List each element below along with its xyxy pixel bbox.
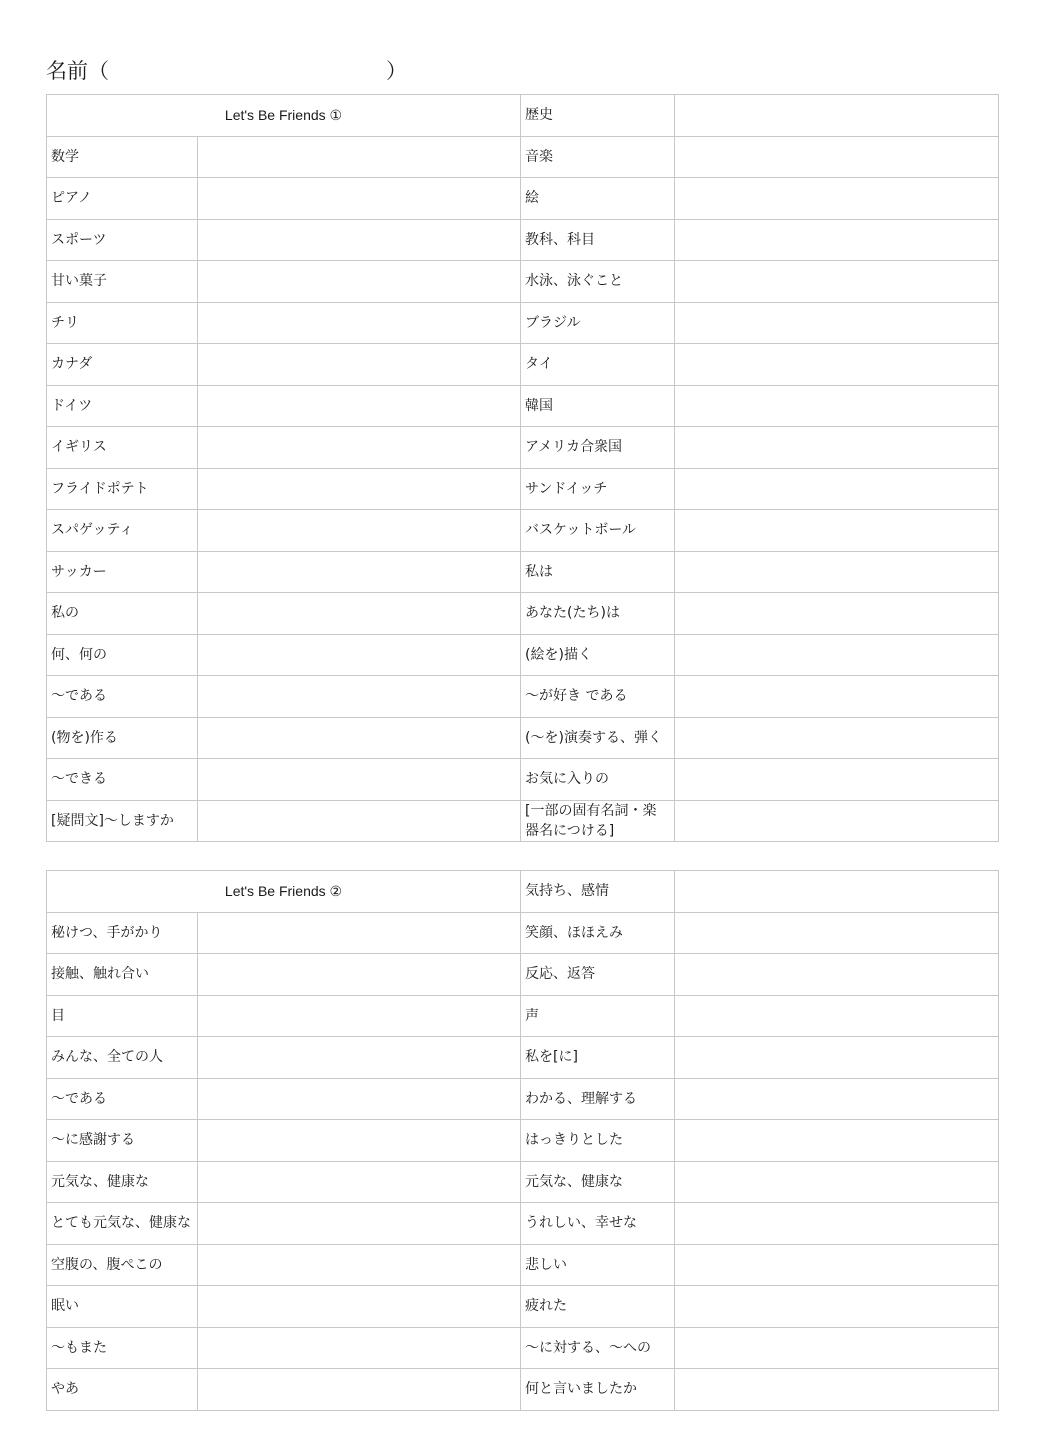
answer-cell-right[interactable] [675, 912, 999, 954]
table-row [47, 912, 999, 954]
answer-cell-left[interactable] [198, 717, 521, 759]
japanese-prompt-left: [疑問文]〜しますか [47, 800, 198, 842]
japanese-prompt-right: 絵 [521, 178, 675, 220]
table-row [47, 995, 999, 1037]
answer-cell-right[interactable] [675, 871, 999, 913]
japanese-prompt-left: やあ [47, 1369, 198, 1411]
answer-cell-left[interactable] [198, 634, 521, 676]
answer-cell-left[interactable] [198, 1244, 521, 1286]
vocab-table-2-body [47, 871, 999, 1411]
answer-cell-right[interactable] [675, 954, 999, 996]
answer-cell-right[interactable] [675, 995, 999, 1037]
answer-cell-left[interactable] [198, 1120, 521, 1162]
japanese-prompt-left: チリ [47, 302, 198, 344]
answer-cell-right[interactable] [675, 1286, 999, 1328]
answer-cell-left[interactable] [198, 302, 521, 344]
answer-cell-right[interactable] [675, 1369, 999, 1411]
answer-cell-right[interactable] [675, 427, 999, 469]
japanese-prompt-right: タイ [521, 344, 675, 386]
table-row [47, 1203, 999, 1245]
japanese-prompt-right: 教科、科目 [521, 219, 675, 261]
japanese-prompt-left: 私の [47, 593, 198, 635]
japanese-prompt-left: 元気な、健康な [47, 1161, 198, 1203]
japanese-prompt-right: 歴史 [521, 95, 675, 137]
japanese-prompt-right: 何と言いましたか [521, 1369, 675, 1411]
japanese-prompt-left: サッカー [47, 551, 198, 593]
answer-cell-left[interactable] [198, 759, 521, 801]
table-row [47, 427, 999, 469]
answer-cell-right[interactable] [675, 634, 999, 676]
table-row [47, 344, 999, 386]
japanese-prompt-right: 水泳、泳ぐこと [521, 261, 675, 303]
answer-cell-right[interactable] [675, 302, 999, 344]
table-row [47, 1286, 999, 1328]
answer-cell-left[interactable] [198, 995, 521, 1037]
japanese-prompt-left: 〜もまた [47, 1327, 198, 1369]
table-row [47, 634, 999, 676]
japanese-prompt-right: あなた(たち)は [521, 593, 675, 635]
japanese-prompt-right: わかる、理解する [521, 1078, 675, 1120]
japanese-prompt-left: カナダ [47, 344, 198, 386]
japanese-prompt-right: 音楽 [521, 136, 675, 178]
japanese-prompt-right: 〜に対する、〜への [521, 1327, 675, 1369]
answer-cell-left[interactable] [198, 1369, 521, 1411]
table-row [47, 1161, 999, 1203]
answer-cell-right[interactable] [675, 1120, 999, 1162]
japanese-prompt-right: 私は [521, 551, 675, 593]
answer-cell-right[interactable] [675, 385, 999, 427]
answer-cell-left[interactable] [198, 1203, 521, 1245]
table-row [47, 95, 999, 137]
table-row [47, 178, 999, 220]
answer-cell-left[interactable] [198, 219, 521, 261]
japanese-prompt-left: 数学 [47, 136, 198, 178]
answer-cell-right[interactable] [675, 1037, 999, 1079]
table-row [47, 261, 999, 303]
japanese-prompt-left: 目 [47, 995, 198, 1037]
japanese-prompt-right: 韓国 [521, 385, 675, 427]
answer-cell-right[interactable] [675, 219, 999, 261]
answer-cell-left[interactable] [198, 261, 521, 303]
answer-cell-right[interactable] [675, 178, 999, 220]
japanese-prompt-left: フライドポテト [47, 468, 198, 510]
answer-cell-right[interactable] [675, 551, 999, 593]
japanese-prompt-right: 〜が好き である [521, 676, 675, 718]
table-header-title: Let's Be Friends ① [47, 95, 521, 137]
japanese-prompt-right: 元気な、健康な [521, 1161, 675, 1203]
table-row [47, 759, 999, 801]
table-row [47, 302, 999, 344]
table-row [47, 676, 999, 718]
answer-cell-left[interactable] [198, 1161, 521, 1203]
answer-cell-right[interactable] [675, 717, 999, 759]
answer-cell-left[interactable] [198, 1078, 521, 1120]
answer-cell-left[interactable] [198, 510, 521, 552]
japanese-prompt-left: 何、何の [47, 634, 198, 676]
answer-cell-right[interactable] [675, 344, 999, 386]
answer-cell-left[interactable] [198, 800, 521, 842]
answer-cell-left[interactable] [198, 1327, 521, 1369]
japanese-prompt-right: うれしい、幸せな [521, 1203, 675, 1245]
answer-cell-left[interactable] [198, 427, 521, 469]
japanese-prompt-left: 〜に感謝する [47, 1120, 198, 1162]
japanese-prompt-left: 〜である [47, 676, 198, 718]
japanese-prompt-right: アメリカ合衆国 [521, 427, 675, 469]
japanese-prompt-right: バスケットボール [521, 510, 675, 552]
answer-cell-left[interactable] [198, 912, 521, 954]
answer-cell-left[interactable] [198, 136, 521, 178]
answer-cell-right[interactable] [675, 136, 999, 178]
answer-cell-right[interactable] [675, 1161, 999, 1203]
japanese-prompt-left: イギリス [47, 427, 198, 469]
answer-cell-left[interactable] [198, 178, 521, 220]
japanese-prompt-right: 気持ち、感情 [521, 871, 675, 913]
table-row [47, 468, 999, 510]
answer-cell-right[interactable] [675, 468, 999, 510]
answer-cell-right[interactable] [675, 593, 999, 635]
japanese-prompt-right: 私を[に] [521, 1037, 675, 1079]
vocab-table-1-body [47, 95, 999, 842]
answer-cell-left[interactable] [198, 676, 521, 718]
table-row [47, 1327, 999, 1369]
answer-cell-right[interactable] [675, 800, 999, 842]
answer-cell-left[interactable] [198, 1037, 521, 1079]
japanese-prompt-right: 疲れた [521, 1286, 675, 1328]
name-label: 名前（ [46, 59, 109, 83]
vocab-table-2 [46, 870, 999, 1411]
japanese-prompt-left: ドイツ [47, 385, 198, 427]
table-row [47, 954, 999, 996]
answer-cell-right[interactable] [675, 676, 999, 718]
table-row [47, 551, 999, 593]
table-row [47, 871, 999, 913]
table-row [47, 385, 999, 427]
answer-cell-left[interactable] [198, 551, 521, 593]
table-header-title: Let's Be Friends ② [47, 871, 521, 913]
answer-cell-right[interactable] [675, 1244, 999, 1286]
japanese-prompt-right: 悲しい [521, 1244, 675, 1286]
answer-cell-right[interactable] [675, 95, 999, 137]
japanese-prompt-right: 反応、返答 [521, 954, 675, 996]
japanese-prompt-left: (物を)作る [47, 717, 198, 759]
japanese-prompt-left: とても元気な、健康な [47, 1203, 198, 1245]
japanese-prompt-right: はっきりとした [521, 1120, 675, 1162]
japanese-prompt-right: サンドイッチ [521, 468, 675, 510]
answer-cell-left[interactable] [198, 954, 521, 996]
table-row [47, 219, 999, 261]
name-close-paren: ） [386, 59, 407, 83]
table-row [47, 1244, 999, 1286]
answer-cell-left[interactable] [198, 468, 521, 510]
name-line [46, 56, 466, 86]
table-row [47, 1120, 999, 1162]
answer-cell-left[interactable] [198, 593, 521, 635]
table-row [47, 717, 999, 759]
answer-cell-right[interactable] [675, 1203, 999, 1245]
answer-cell-left[interactable] [198, 385, 521, 427]
japanese-prompt-left: 甘い菓子 [47, 261, 198, 303]
table-row [47, 1037, 999, 1079]
japanese-prompt-right: [一部の固有名詞・楽器名につける] [521, 800, 675, 842]
japanese-prompt-left: 秘けつ、手がかり [47, 912, 198, 954]
japanese-prompt-left: ピアノ [47, 178, 198, 220]
answer-cell-right[interactable] [675, 759, 999, 801]
answer-cell-right[interactable] [675, 510, 999, 552]
table-row [47, 800, 999, 842]
table-row [47, 510, 999, 552]
table-row [47, 136, 999, 178]
japanese-prompt-right: 笑顔、ほほえみ [521, 912, 675, 954]
japanese-prompt-left: 接触、触れ合い [47, 954, 198, 996]
japanese-prompt-left: 空腹の、腹ぺこの [47, 1244, 198, 1286]
table-row [47, 593, 999, 635]
japanese-prompt-right: (絵を)描く [521, 634, 675, 676]
japanese-prompt-right: お気に入りの [521, 759, 675, 801]
japanese-prompt-left: スポーツ [47, 219, 198, 261]
japanese-prompt-right: ブラジル [521, 302, 675, 344]
answer-cell-left[interactable] [198, 1286, 521, 1328]
answer-cell-right[interactable] [675, 1078, 999, 1120]
japanese-prompt-right: (〜を)演奏する、弾く [521, 717, 675, 759]
vocab-table-1 [46, 94, 999, 842]
answer-cell-right[interactable] [675, 261, 999, 303]
table-row [47, 1078, 999, 1120]
answer-cell-right[interactable] [675, 1327, 999, 1369]
japanese-prompt-left: みんな、全ての人 [47, 1037, 198, 1079]
answer-cell-left[interactable] [198, 344, 521, 386]
table-row [47, 1369, 999, 1411]
japanese-prompt-left: スパゲッティ [47, 510, 198, 552]
japanese-prompt-left: 〜である [47, 1078, 198, 1120]
japanese-prompt-left: 眠い [47, 1286, 198, 1328]
japanese-prompt-left: 〜できる [47, 759, 198, 801]
japanese-prompt-right: 声 [521, 995, 675, 1037]
